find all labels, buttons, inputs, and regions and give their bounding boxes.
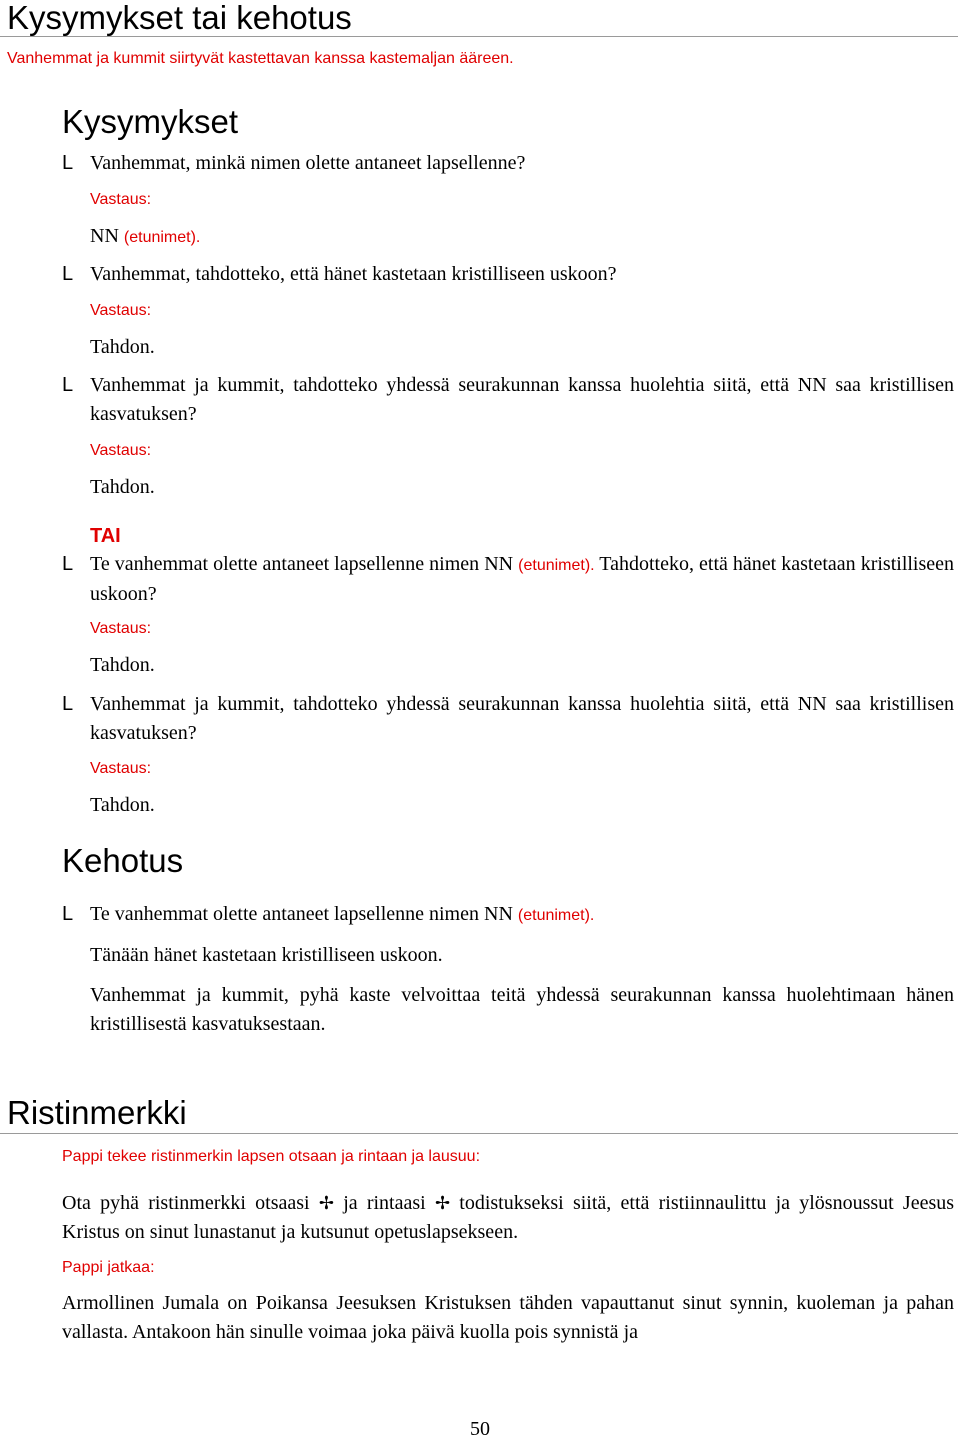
liturgist-marker: L (62, 903, 74, 925)
answer-1-name: NN (90, 225, 119, 247)
question-4-part1: Te vanhemmat olette antaneet lapsellenne nimen NN (90, 553, 514, 575)
answer-label: Vastaus: (90, 302, 152, 319)
section-rule (0, 1133, 958, 1134)
kehotus-line-3: Vanhemmat ja kummit, pyhä kaste velvoittaa teitä yhdessä seurakunnan kanssa huolehtimaan hänen kristillisestä kasvatuksestaan. (90, 984, 954, 1035)
subheading-kysymykset: Kysymykset (62, 103, 239, 140)
answer-2: Tahdon. (90, 336, 155, 358)
ristinmerkki-text-b: ja rintaasi (343, 1192, 426, 1214)
question-4-part2: Tahdotteko, että hänet kastetaan kristilliseen uskoon? (90, 553, 955, 605)
answer-label: Vastaus: (90, 760, 152, 777)
kehotus-line-1-note: (etunimet). (517, 907, 595, 924)
section-rule (0, 36, 958, 37)
ristinmerkki-blessing: Armollinen Jumala on Poikansa Jeesuksen Kristuksen tähden vapauttanut sinut synnin, kuoleman ja pahan vallasta. Antakoon hän sinulle voimaa joka päivä kuolla pois synnistä ja (62, 1292, 954, 1343)
question-5: Vanhemmat ja kummit, tahdotteko yhdessä seurakunnan kanssa huolehtia siitä, että NN saa kristillisen kasvatuksen? (90, 693, 954, 744)
liturgist-marker: L (62, 152, 74, 174)
question-4-note: (etunimet). (518, 557, 595, 574)
section-title-kysymykset-tai-kehotus: Kysymykset tai kehotus (7, 0, 352, 36)
ristinmerkki-formula (62, 1189, 954, 1247)
answer-4: Tahdon. (90, 654, 155, 676)
kehotus-line-1-text: Te vanhemmat olette antaneet lapsellenne nimen NN (90, 903, 513, 925)
answer-label: Vastaus: (90, 442, 152, 459)
liturgist-marker: L (62, 693, 74, 715)
answer-3: Tahdon. (90, 476, 155, 498)
ristinmerkki-text-a: Ota pyhä ristinmerkki otsaasi (62, 1192, 310, 1214)
answer-1 (90, 224, 200, 250)
liturgist-marker: L (62, 553, 74, 575)
cross-icon: ✢ (434, 1193, 451, 1214)
tai-label: TAI (90, 525, 121, 547)
rubric-pappi-tekee: Pappi tekee ristinmerkin lapsen otsaan ja rintaan ja lausuu: (62, 1148, 481, 1165)
cross-icon: ✢ (318, 1193, 334, 1214)
answer-5: Tahdon. (90, 794, 155, 816)
question-4 (90, 550, 954, 609)
question-2: Vanhemmat, tahdotteko, että hänet kastetaan kristilliseen uskoon? (90, 263, 617, 285)
kehotus-line-2: Tänään hänet kastetaan kristilliseen uskoon. (90, 944, 443, 966)
answer-label: Vastaus: (90, 191, 152, 208)
liturgist-marker: L (62, 263, 74, 285)
answer-label: Vastaus: (90, 620, 152, 637)
rubric-pappi-jatkaa: Pappi jatkaa: (62, 1259, 155, 1276)
page-number: 50 (470, 1418, 490, 1440)
liturgist-marker: L (62, 374, 74, 396)
subheading-kehotus: Kehotus (62, 842, 184, 879)
section-title-ristinmerkki: Ristinmerkki (7, 1094, 187, 1131)
rubric-siirtyvat: Vanhemmat ja kummit siirtyvät kastettavan kanssa kastemaljan ääreen. (7, 50, 514, 67)
kehotus-line-1 (90, 900, 954, 930)
answer-1-note: (etunimet). (123, 229, 201, 246)
ristinmerkki-text-c: todistukseksi siitä, että ristiinnaulittu ja ylösnoussut Jeesus Kristus on sinut lunastanut ja kutsunut opetuslapsekseen. (62, 1192, 955, 1243)
question-3: Vanhemmat ja kummit, tahdotteko yhdessä seurakunnan kanssa huolehtia siitä, että NN saa kristillisen kasvatuksen? (90, 374, 954, 425)
question-1: Vanhemmat, minkä nimen olette antaneet lapsellenne? (90, 152, 526, 174)
